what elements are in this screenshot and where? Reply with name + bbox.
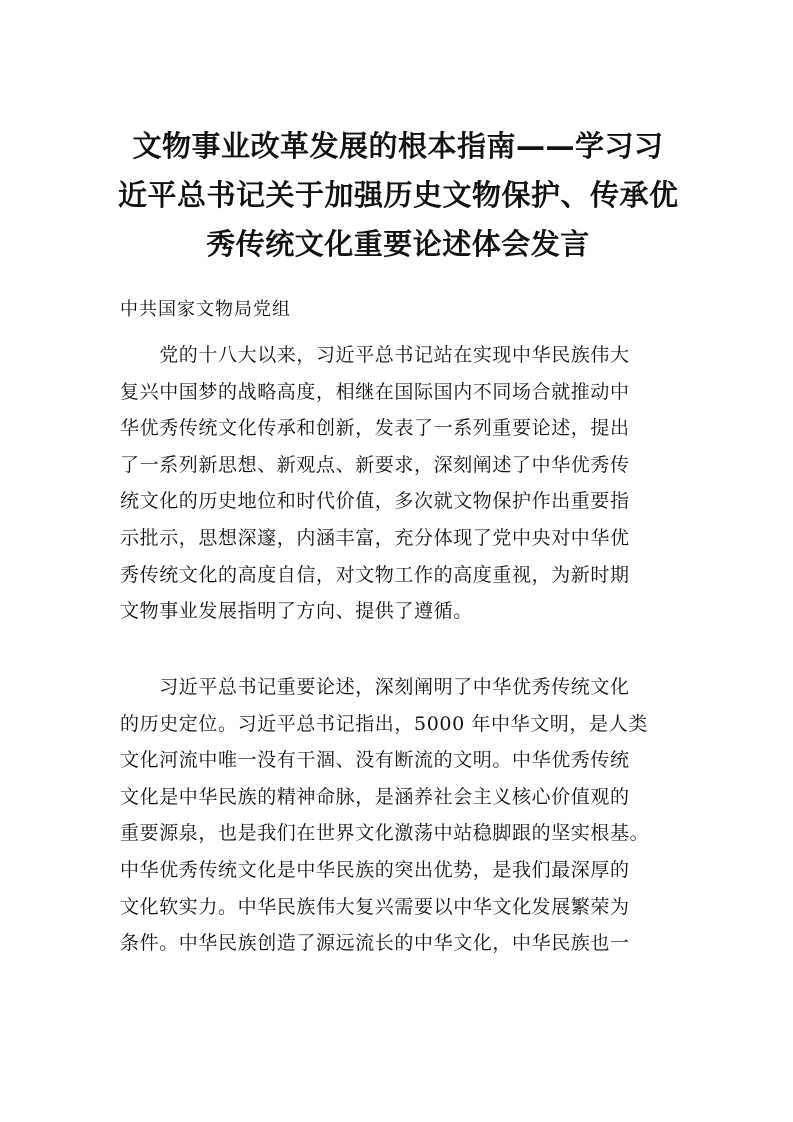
paragraph-line: 了一系列新思想、新观点、新要求，深刻阐述了中华优秀传 (120, 453, 630, 476)
paragraph-line: 习近平总书记重要论述，深刻阐明了中华优秀传统文化 (120, 676, 630, 698)
paragraph-line: 华优秀传统文化传承和创新，发表了一系列重要论述，提出 (120, 417, 630, 440)
paragraph-line: 文物事业发展指明了方向、提供了遵循。 (120, 600, 473, 623)
paragraph-line: 秀传统文化的高度自信，对文物工作的高度重视，为新时期 (120, 563, 630, 586)
paragraph-line: 文化软实力。中华民族伟大复兴需要以中华文化发展繁荣为 (120, 895, 630, 918)
title-line-1: 文物事业改革发展的根本指南——学习习 (132, 129, 664, 163)
author-line: 中共国家文物局党组 (120, 299, 291, 320)
paragraph-line: 中华优秀传统文化是中华民族的突出优势，是我们最深厚的 (120, 858, 630, 881)
paragraph-line: 的历史定位。习近平总书记指出，5000 年中华文明，是人类 (120, 712, 648, 735)
paragraph-line: 条件。中华民族创造了源远流长的中华文化，中华民族也一 (120, 932, 630, 955)
paragraph-line: 重要源泉，也是我们在世界文化激荡中站稳脚跟的坚实根基。 (120, 822, 650, 845)
paragraph-line: 示批示，思想深邃，内涵丰富，充分体现了党中央对中华优 (120, 526, 630, 549)
document-title (118, 122, 678, 269)
paragraph-line: 文化是中华民族的精神命脉，是涵养社会主义核心价值观的 (120, 785, 630, 808)
paragraph-line: 文化河流中唯一没有干涸、没有断流的文明。中华优秀传统 (120, 749, 630, 772)
title-line-2: 近平总书记关于加强历史文物保护、传承优 (118, 178, 679, 212)
paragraph-line: 统文化的历史地位和时代价值，多次就文物保护作出重要指 (120, 490, 630, 513)
body-paragraph-1 (120, 337, 630, 630)
paragraph-line: 复兴中国梦的战略高度，相继在国际国内不同场合就推动中 (120, 380, 630, 403)
paragraph-line: 党的十八大以来，习近平总书记站在实现中华民族伟大 (120, 344, 630, 366)
title-line-3: 秀传统文化重要论述体会发言 (206, 227, 590, 261)
body-paragraph-2 (120, 669, 649, 962)
